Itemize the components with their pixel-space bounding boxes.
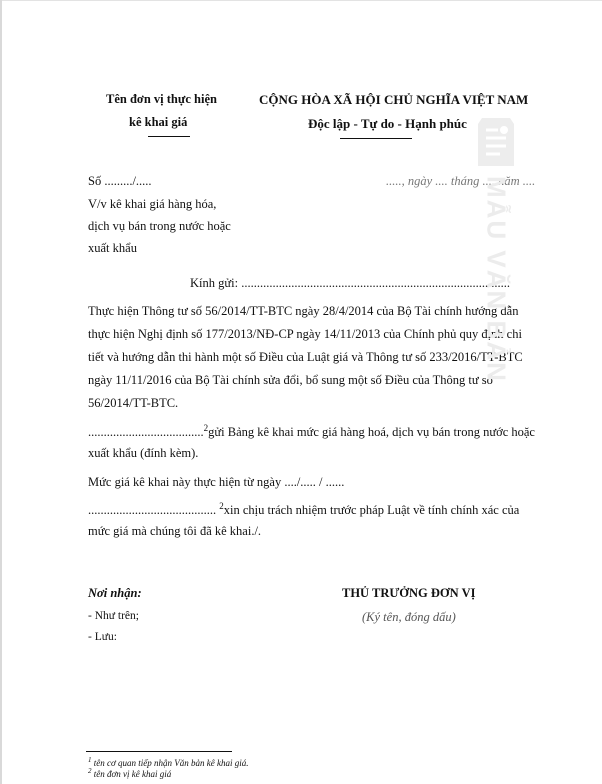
- recipients-item1: - Như trên;: [88, 610, 139, 622]
- footnote-separator: [86, 751, 232, 752]
- watermark: [472, 116, 520, 383]
- nation-title: CỘNG HÒA XÃ HỘI CHỦ NGHĨA VIỆT NAM: [259, 92, 529, 107]
- para1-line3: tiết và hướng dẫn thi hành một số Điều của Luật giá và Thông tư số 233/2016/TT-BTC: [88, 350, 523, 364]
- para4-line1: [88, 501, 520, 518]
- document-number: Số ........./.....: [88, 174, 152, 188]
- recipient-label: Kính gửi:: [190, 276, 242, 290]
- para1-line1: Thực hiện Thông tư số 56/2014/TT-BTC ngày 28/4/2014 của Bộ Tài chính hướng dẫn: [88, 304, 519, 318]
- para3: Mức giá kê khai này thực hiện từ ngày ..../..... / ......: [88, 475, 345, 489]
- subject-line2: dịch vụ bán trong nước hoặc: [88, 219, 231, 233]
- footnote-1-mark: 1: [88, 756, 92, 764]
- footnote-ref-2: 2: [203, 423, 209, 433]
- footnote-2-text: tên đơn vị kê khai giá: [93, 769, 172, 779]
- subject-line3: xuất khẩu: [88, 241, 137, 255]
- subject-line1: V/v kê khai giá hàng hóa,: [88, 197, 217, 211]
- footnote-1-text: tên cơ quan tiếp nhận Văn bản kê khai giá.: [93, 758, 249, 768]
- para2-line1: [88, 423, 535, 440]
- para4-text: xin chịu trách nhiệm trước pháp Luật về tính chính xác của: [223, 503, 520, 518]
- para2-text: gửi Bảng kê khai mức giá hàng hoá, dịch vụ bán trong nước hoặc: [208, 425, 535, 440]
- nation-motto: Độc lập - Tự do - Hạnh phúc: [308, 116, 467, 131]
- signature-title: THỦ TRƯỞNG ĐƠN VỊ: [342, 586, 476, 600]
- recipients-title: Nơi nhận:: [88, 586, 142, 600]
- footnote-ref-2b: 2: [219, 501, 224, 511]
- org-name-line1: Tên đơn vị thực hiện: [106, 92, 217, 106]
- motto-underline: [340, 138, 412, 139]
- org-underline: [148, 136, 190, 137]
- para1-line2: thực hiện Nghị định số 177/2013/NĐ-CP ngày 14/11/2013 của Chính phủ quy định chi: [88, 327, 522, 341]
- footnote-2-mark: 2: [88, 767, 92, 775]
- para4-dots: .........................................: [88, 503, 217, 518]
- org-name-line2: kê khai giá: [129, 115, 188, 129]
- recipient-line: [190, 276, 510, 291]
- para4-line2: mức giá mà chúng tôi đã kê khai./.: [88, 524, 262, 538]
- document-stamp-icon: [476, 116, 516, 168]
- para1-line5: 56/2014/TT-BTC.: [88, 396, 179, 410]
- recipient-dots: ......................................................................................: [241, 276, 510, 290]
- footnote-2: [88, 767, 171, 779]
- watermark-text: MẪU VĂN BẢN: [481, 176, 512, 383]
- para1-line4: ngày 11/11/2016 của Bộ Tài chính sửa đổi, bổ sung một số Điều của Thông tư số: [88, 373, 493, 387]
- para2-line2: xuất khẩu (đính kèm).: [88, 446, 199, 460]
- recipients-item2: - Lưu:: [88, 631, 117, 643]
- para2-dots: .....................................: [88, 425, 204, 440]
- signature-note: (Ký tên, đóng dấu): [362, 610, 456, 624]
- place-date: ....., ngày .... tháng .... năm ....: [386, 174, 536, 188]
